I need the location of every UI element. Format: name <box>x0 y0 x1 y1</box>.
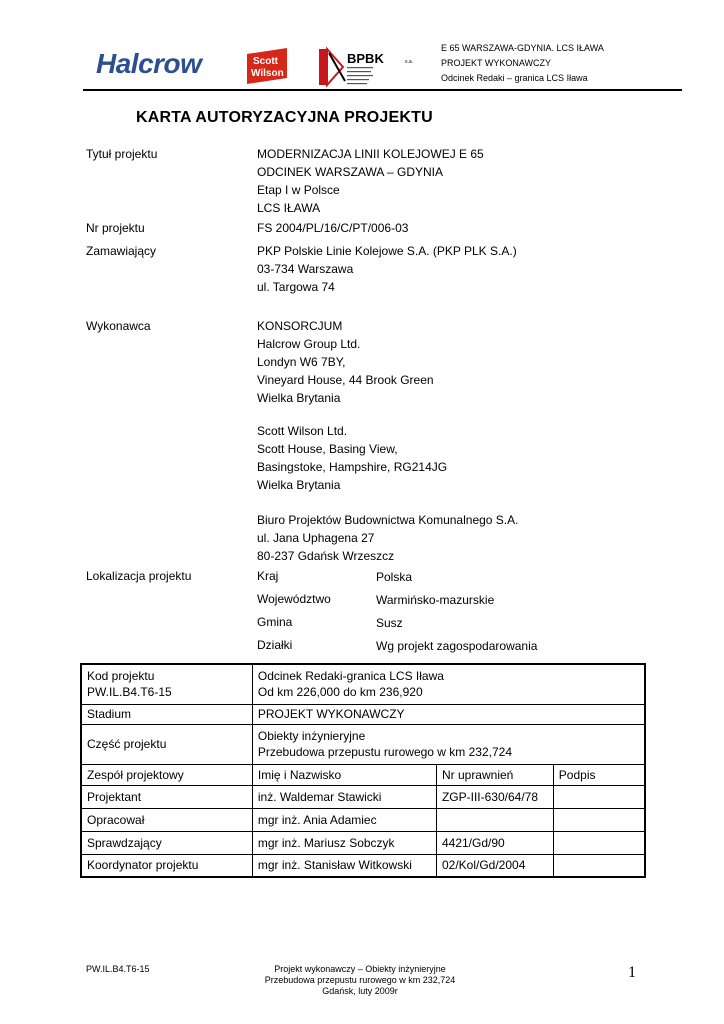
wykonawca-line: Halcrow Group Ltd. <box>257 337 361 351</box>
name-cell: mgr inż. Ania Adamiec <box>252 808 436 831</box>
zamawiajacy-line: PKP Polskie Linie Kolejowe S.A. (PKP PLK S.A.) <box>257 244 517 258</box>
lokalizacja-value: Polska <box>376 570 413 584</box>
scott-wilson-logo <box>243 46 291 86</box>
lokalizacja-key: Kraj <box>257 569 279 583</box>
table-row <box>81 808 645 831</box>
nr-cell: 4421/Gd/90 <box>436 831 553 854</box>
wykonawca-halcrow <box>257 317 434 407</box>
wykonawca-line: Basingstoke, Hampshire, RG214JG <box>257 460 448 474</box>
role-cell: Sprawdzający <box>81 831 252 854</box>
lokalizacja-value: Wg projekt zagospodarowania <box>376 639 538 653</box>
scott-wilson-logo-line2: Wilson <box>251 68 284 79</box>
wykonawca-line: Wielka Brytania <box>257 478 341 492</box>
nr-label: Nr projektu <box>86 221 145 235</box>
bpbk-fine-print <box>347 67 373 84</box>
scott-wilson-logo-line1: Scott <box>253 56 278 67</box>
lokalizacja-value: Warmińsko-mazurskie <box>376 593 495 607</box>
footer-code: PW.IL.B4.T6-15 <box>86 964 150 974</box>
wykonawca-line: Biuro Projektów Budownictwa Komunalnego S.A. <box>257 513 519 527</box>
wykonawca-line: Scott Wilson Ltd. <box>257 424 348 438</box>
bpbk-logo-name: BPBK <box>347 51 384 66</box>
wykonawca-line: Londyn W6 7BY, <box>257 355 346 369</box>
col-header-podpis: Podpis <box>553 764 645 785</box>
wykonawca-line: Vineyard House, 44 Brook Green <box>257 373 434 387</box>
footer-center <box>240 964 480 997</box>
lokalizacja-value: Susz <box>376 616 403 630</box>
kod-value-line: Odcinek Redaki-granica LCS Iława <box>257 669 444 684</box>
page-title: KARTA AUTORYZACYJNA PROJEKTU <box>136 109 433 126</box>
tytul-label: Tytuł projektu <box>86 147 158 161</box>
czesc-label: Część projektu <box>81 724 252 764</box>
tytul-value <box>257 145 484 217</box>
table-row <box>81 664 645 704</box>
authorization-table <box>80 663 646 878</box>
footer-line: Przebudowa przepustu rurowego w km 232,724 <box>264 975 456 985</box>
zamawiajacy-value <box>257 242 517 296</box>
podpis-cell <box>553 831 645 854</box>
podpis-cell <box>553 785 645 808</box>
kod-value-cell <box>252 664 645 704</box>
role-cell: Opracował <box>81 808 252 831</box>
czesc-value-line: Przebudowa przepustu rurowego w km 232,724 <box>257 745 513 759</box>
tytul-line: Etap I w Polsce <box>257 183 340 197</box>
czesc-value-cell <box>252 724 645 764</box>
wykonawca-line: Scott House, Basing View, <box>257 442 398 456</box>
zespol-label: Zespół projektowy <box>81 764 252 785</box>
wykonawca-line: ul. Jana Uphagena 27 <box>257 531 375 545</box>
role-cell: Koordynator projektu <box>81 854 252 877</box>
col-header-imie: Imię i Nazwisko <box>252 764 436 785</box>
stadium-value: PROJEKT WYKONAWCZY <box>252 704 645 724</box>
tytul-line: MODERNIZACJA LINII KOLEJOWEJ E 65 <box>257 147 484 161</box>
wykonawca-line: Wielka Brytania <box>257 391 341 405</box>
zamawiajacy-line: ul. Targowa 74 <box>257 280 335 294</box>
tytul-line: LCS IŁAWA <box>257 201 321 215</box>
bpbk-logo-suffix: s.a. <box>405 59 414 65</box>
lokalizacja-key: Województwo <box>257 592 331 606</box>
kod-label: Kod projektu <box>87 669 155 684</box>
podpis-cell <box>553 808 645 831</box>
tytul-line: ODCINEK WARSZAWA – GDYNIA <box>257 165 444 179</box>
table-row <box>81 831 645 854</box>
footer-line: Gdańsk, luty 2009r <box>322 986 398 996</box>
wykonawca-scott-wilson <box>257 422 447 494</box>
header-line-1: E 65 WARSZAWA-GDYNIA. LCS IŁAWA <box>441 43 604 53</box>
role-cell: Projektant <box>81 785 252 808</box>
kod-value-line: Od km 226,000 do km 236,920 <box>257 685 423 700</box>
zamawiajacy-line: 03-734 Warszawa <box>257 262 354 276</box>
podpis-cell <box>553 854 645 877</box>
wykonawca-label: Wykonawca <box>86 319 151 333</box>
table-row <box>81 854 645 877</box>
lokalizacja-key: Działki <box>257 638 293 652</box>
lokalizacja-label: Lokalizacja projektu <box>86 569 192 583</box>
name-cell: inż. Waldemar Stawicki <box>252 785 436 808</box>
table-row <box>81 785 645 808</box>
col-header-nr: Nr uprawnień <box>436 764 553 785</box>
nr-cell: ZGP-III-630/64/78 <box>436 785 553 808</box>
nr-value: FS 2004/PL/16/C/PT/006-03 <box>257 221 409 235</box>
name-cell: mgr inż. Stanisław Witkowski <box>252 854 436 877</box>
kod-code: PW.IL.B4.T6-15 <box>87 685 172 700</box>
header-line-3: Odcinek Redaki – granica LCS Iława <box>441 73 588 83</box>
czesc-value-line: Obiekty inżynieryjne <box>257 729 366 743</box>
kod-label-cell <box>81 664 252 704</box>
lokalizacja-key: Gmina <box>257 615 293 629</box>
header-rule <box>83 89 682 91</box>
wykonawca-line: 80-237 Gdańsk Wrzeszcz <box>257 549 395 563</box>
page-number: 1 <box>628 964 636 981</box>
wykonawca-bpbk <box>257 511 518 565</box>
name-cell: mgr inż. Mariusz Sobczyk <box>252 831 436 854</box>
header-line-2: PROJEKT WYKONAWCZY <box>441 58 552 68</box>
table-row <box>81 764 645 785</box>
halcrow-logo: Halcrow <box>96 48 202 79</box>
nr-cell <box>436 808 553 831</box>
wykonawca-line: KONSORCJUM <box>257 319 343 333</box>
zamawiajacy-label: Zamawiający <box>86 244 157 258</box>
bpbk-logo <box>317 45 427 87</box>
table-row <box>81 704 645 724</box>
footer-line: Projekt wykonawczy – Obiekty inżynieryjne <box>274 964 446 974</box>
table-row <box>81 724 645 764</box>
stadium-label: Stadium <box>81 704 252 724</box>
nr-cell: 02/Kol/Gd/2004 <box>436 854 553 877</box>
